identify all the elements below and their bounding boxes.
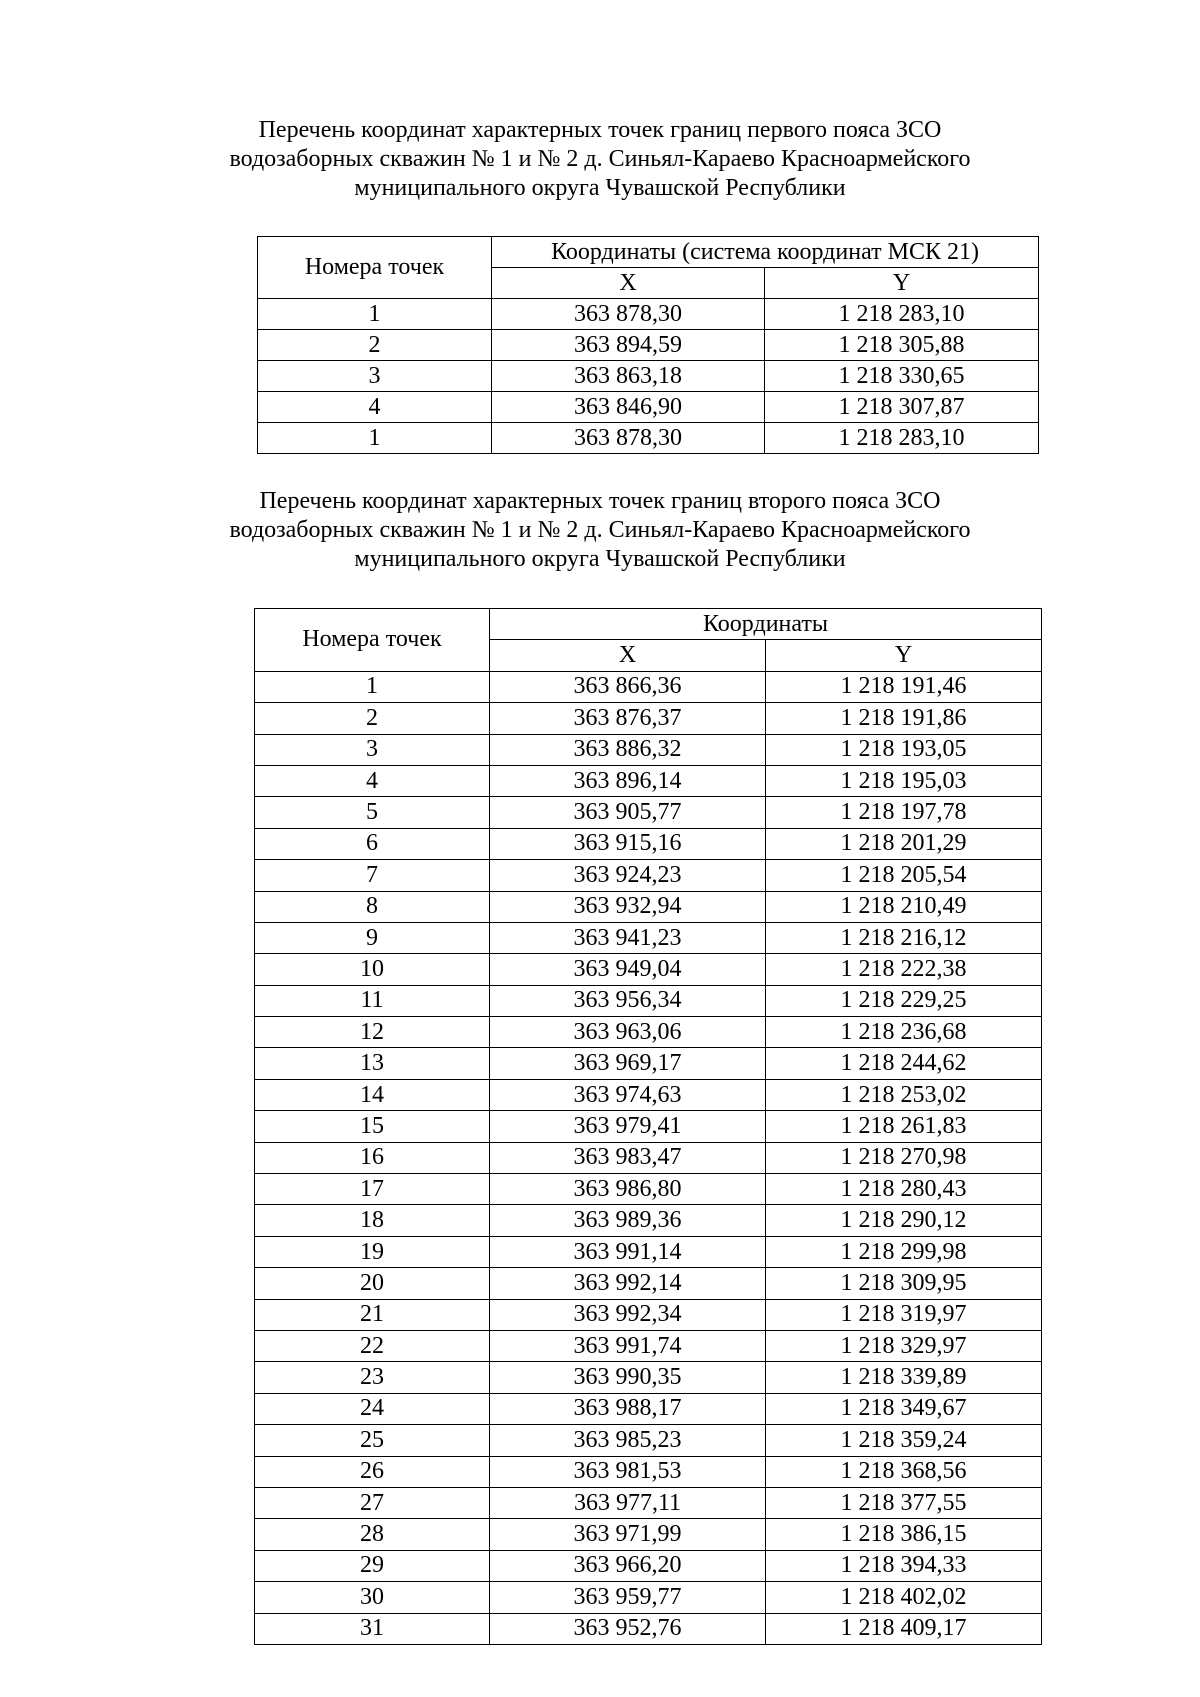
cell-y: 1 218 222,38 <box>766 954 1042 985</box>
cell-point-number: 24 <box>255 1393 490 1424</box>
cell-x: 363 966,20 <box>490 1550 766 1581</box>
table-row <box>255 797 1042 828</box>
cell-point-number: 1 <box>258 299 492 330</box>
cell-y: 1 218 359,24 <box>766 1425 1042 1456</box>
table-row <box>255 1519 1042 1550</box>
cell-y: 1 218 319,97 <box>766 1299 1042 1330</box>
cell-y: 1 218 329,97 <box>766 1330 1042 1361</box>
cell-point-number: 10 <box>255 954 490 985</box>
cell-point-number: 29 <box>255 1550 490 1581</box>
table-row <box>255 1582 1042 1613</box>
cell-y: 1 218 402,02 <box>766 1582 1042 1613</box>
section-2-title <box>0 487 1200 574</box>
cell-x: 363 981,53 <box>490 1456 766 1487</box>
table-row <box>255 671 1042 702</box>
cell-x: 363 863,18 <box>492 361 765 392</box>
cell-point-number: 17 <box>255 1174 490 1205</box>
table-row <box>258 361 1039 392</box>
table-row <box>258 299 1039 330</box>
cell-y: 1 218 205,54 <box>766 860 1042 891</box>
table-row <box>255 1048 1042 1079</box>
header-y: Y <box>765 268 1039 299</box>
header-coordinates: Координаты (система координат МСК 21) <box>492 237 1039 268</box>
cell-x: 363 985,23 <box>490 1425 766 1456</box>
cell-point-number: 25 <box>255 1425 490 1456</box>
cell-x: 363 969,17 <box>490 1048 766 1079</box>
table-row <box>255 1550 1042 1581</box>
cell-y: 1 218 330,65 <box>765 361 1039 392</box>
cell-point-number: 27 <box>255 1487 490 1518</box>
table-row <box>255 954 1042 985</box>
cell-point-number: 4 <box>258 392 492 423</box>
cell-point-number: 15 <box>255 1111 490 1142</box>
cell-point-number: 30 <box>255 1582 490 1613</box>
cell-x: 363 894,59 <box>492 330 765 361</box>
table-row <box>255 891 1042 922</box>
table-row <box>258 423 1039 454</box>
table-row <box>255 1362 1042 1393</box>
cell-y: 1 218 299,98 <box>766 1236 1042 1267</box>
cell-y: 1 218 253,02 <box>766 1079 1042 1110</box>
table-row <box>255 1613 1042 1644</box>
cell-x: 363 915,16 <box>490 828 766 859</box>
title-line: муниципального округа Чувашской Республики <box>354 175 846 201</box>
table-row <box>255 1236 1042 1267</box>
table-row <box>255 765 1042 796</box>
cell-y: 1 218 244,62 <box>766 1048 1042 1079</box>
title-line: муниципального округа Чувашской Республики <box>354 546 846 572</box>
cell-x: 363 952,76 <box>490 1613 766 1644</box>
cell-point-number: 23 <box>255 1362 490 1393</box>
cell-y: 1 218 368,56 <box>766 1456 1042 1487</box>
table-row <box>255 1174 1042 1205</box>
cell-point-number: 2 <box>255 703 490 734</box>
cell-point-number: 1 <box>255 671 490 702</box>
cell-x: 363 963,06 <box>490 1017 766 1048</box>
cell-y: 1 218 261,83 <box>766 1111 1042 1142</box>
cell-x: 363 991,14 <box>490 1236 766 1267</box>
cell-y: 1 218 210,49 <box>766 891 1042 922</box>
table-row <box>255 1017 1042 1048</box>
cell-x: 363 846,90 <box>492 392 765 423</box>
cell-point-number: 18 <box>255 1205 490 1236</box>
cell-point-number: 20 <box>255 1268 490 1299</box>
header-x: X <box>492 268 765 299</box>
cell-point-number: 11 <box>255 985 490 1016</box>
table-row <box>255 828 1042 859</box>
cell-y: 1 218 236,68 <box>766 1017 1042 1048</box>
cell-y: 1 218 216,12 <box>766 922 1042 953</box>
cell-x: 363 991,74 <box>490 1330 766 1361</box>
table-row <box>255 703 1042 734</box>
cell-y: 1 218 193,05 <box>766 734 1042 765</box>
cell-y: 1 218 309,95 <box>766 1268 1042 1299</box>
cell-x: 363 992,14 <box>490 1268 766 1299</box>
cell-y: 1 218 394,33 <box>766 1550 1042 1581</box>
table-row <box>255 1330 1042 1361</box>
cell-x: 363 941,23 <box>490 922 766 953</box>
cell-point-number: 16 <box>255 1142 490 1173</box>
title-line: водозаборных скважин № 1 и № 2 д. Синьял-Караево Красноармейского <box>229 517 971 543</box>
cell-x: 363 979,41 <box>490 1111 766 1142</box>
cell-point-number: 5 <box>255 797 490 828</box>
cell-x: 363 924,23 <box>490 860 766 891</box>
cell-y: 1 218 270,98 <box>766 1142 1042 1173</box>
cell-x: 363 905,77 <box>490 797 766 828</box>
cell-point-number: 12 <box>255 1017 490 1048</box>
cell-x: 363 956,34 <box>490 985 766 1016</box>
cell-y: 1 218 377,55 <box>766 1487 1042 1518</box>
cell-x: 363 983,47 <box>490 1142 766 1173</box>
cell-y: 1 218 280,43 <box>766 1174 1042 1205</box>
table-body <box>255 671 1042 1644</box>
cell-x: 363 971,99 <box>490 1519 766 1550</box>
cell-y: 1 218 201,29 <box>766 828 1042 859</box>
cell-x: 363 988,17 <box>490 1393 766 1424</box>
cell-point-number: 1 <box>258 423 492 454</box>
table-row <box>255 1111 1042 1142</box>
table-body <box>258 299 1039 454</box>
title-line: водозаборных скважин № 1 и № 2 д. Синьял-Караево Красноармейского <box>229 146 971 172</box>
cell-point-number: 3 <box>255 734 490 765</box>
cell-point-number: 9 <box>255 922 490 953</box>
cell-y: 1 218 339,89 <box>766 1362 1042 1393</box>
table-row <box>255 734 1042 765</box>
table-row <box>258 330 1039 361</box>
cell-y: 1 218 191,86 <box>766 703 1042 734</box>
cell-y: 1 218 305,88 <box>765 330 1039 361</box>
coordinates-table-zone-1 <box>257 236 1039 454</box>
cell-x: 363 932,94 <box>490 891 766 922</box>
table-row <box>255 1425 1042 1456</box>
cell-y: 1 218 290,12 <box>766 1205 1042 1236</box>
table-row <box>255 1205 1042 1236</box>
table-row <box>255 1268 1042 1299</box>
cell-y: 1 218 229,25 <box>766 985 1042 1016</box>
cell-point-number: 14 <box>255 1079 490 1110</box>
cell-x: 363 974,63 <box>490 1079 766 1110</box>
cell-y: 1 218 283,10 <box>765 299 1039 330</box>
cell-x: 363 986,80 <box>490 1174 766 1205</box>
cell-y: 1 218 386,15 <box>766 1519 1042 1550</box>
table-row <box>255 1456 1042 1487</box>
table-row <box>255 1487 1042 1518</box>
cell-x: 363 886,32 <box>490 734 766 765</box>
cell-point-number: 6 <box>255 828 490 859</box>
header-point-numbers: Номера точек <box>258 237 492 299</box>
cell-x: 363 878,30 <box>492 299 765 330</box>
cell-x: 363 949,04 <box>490 954 766 985</box>
header-coordinates: Координаты <box>490 609 1042 640</box>
cell-x: 363 878,30 <box>492 423 765 454</box>
cell-x: 363 977,11 <box>490 1487 766 1518</box>
cell-point-number: 7 <box>255 860 490 891</box>
cell-point-number: 3 <box>258 361 492 392</box>
table-row <box>255 1393 1042 1424</box>
cell-y: 1 218 195,03 <box>766 765 1042 796</box>
table-row <box>258 392 1039 423</box>
cell-x: 363 992,34 <box>490 1299 766 1330</box>
cell-x: 363 876,37 <box>490 703 766 734</box>
cell-point-number: 4 <box>255 765 490 796</box>
cell-x: 363 896,14 <box>490 765 766 796</box>
table-row <box>255 985 1042 1016</box>
cell-y: 1 218 409,17 <box>766 1613 1042 1644</box>
cell-point-number: 31 <box>255 1613 490 1644</box>
cell-x: 363 866,36 <box>490 671 766 702</box>
table-row <box>255 1142 1042 1173</box>
section-1-title <box>0 116 1200 203</box>
cell-point-number: 22 <box>255 1330 490 1361</box>
coordinates-table-zone-2 <box>254 608 1042 1645</box>
cell-point-number: 26 <box>255 1456 490 1487</box>
table-row <box>255 1299 1042 1330</box>
cell-point-number: 28 <box>255 1519 490 1550</box>
cell-x: 363 990,35 <box>490 1362 766 1393</box>
cell-x: 363 959,77 <box>490 1582 766 1613</box>
cell-y: 1 218 307,87 <box>765 392 1039 423</box>
header-point-numbers: Номера точек <box>255 609 490 672</box>
header-y: Y <box>766 640 1042 671</box>
cell-y: 1 218 283,10 <box>765 423 1039 454</box>
cell-y: 1 218 197,78 <box>766 797 1042 828</box>
cell-point-number: 13 <box>255 1048 490 1079</box>
table-row <box>255 1079 1042 1110</box>
cell-point-number: 19 <box>255 1236 490 1267</box>
table-row <box>255 922 1042 953</box>
table-row <box>255 860 1042 891</box>
cell-point-number: 21 <box>255 1299 490 1330</box>
cell-y: 1 218 349,67 <box>766 1393 1042 1424</box>
title-line: Перечень координат характерных точек границ первого пояса ЗСО <box>258 117 942 143</box>
cell-point-number: 2 <box>258 330 492 361</box>
cell-x: 363 989,36 <box>490 1205 766 1236</box>
cell-y: 1 218 191,46 <box>766 671 1042 702</box>
title-line: Перечень координат характерных точек границ второго пояса ЗСО <box>259 488 941 514</box>
header-x: X <box>490 640 766 671</box>
cell-point-number: 8 <box>255 891 490 922</box>
